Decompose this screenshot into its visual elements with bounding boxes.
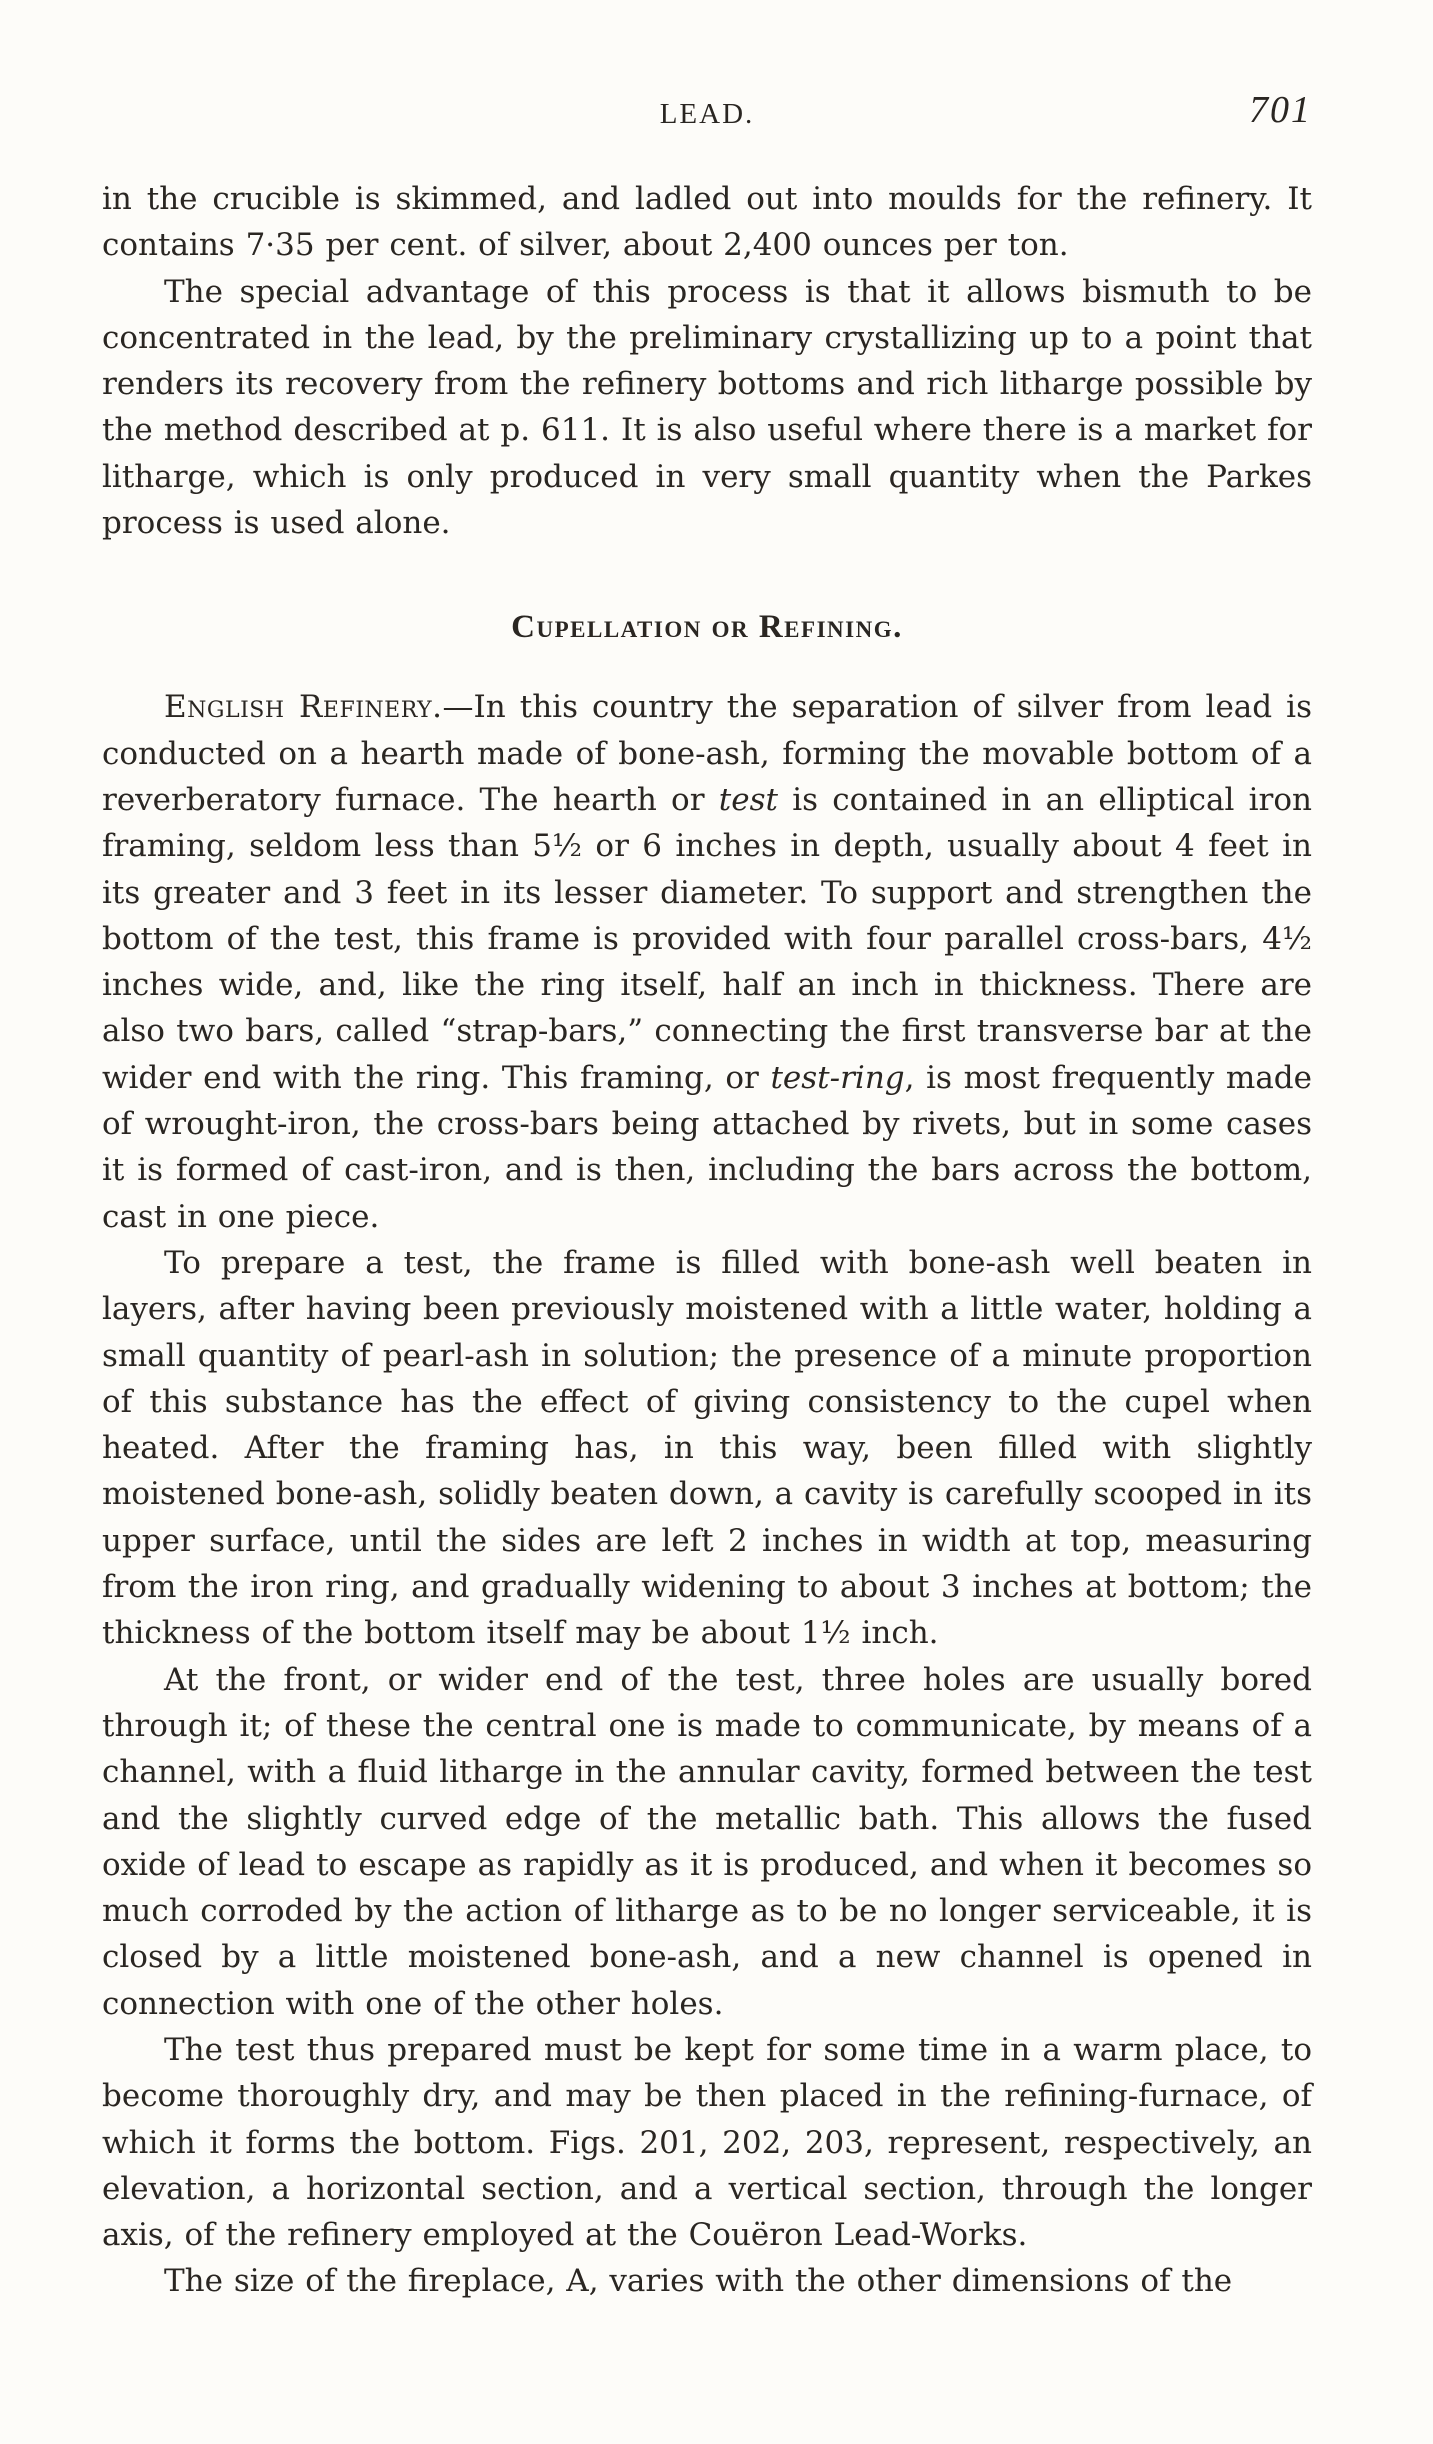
paragraph-text: is contained in an elliptical iron framing, seldom less than 5½ or 6 inches in depth, usually about 4 feet in its greater and 3 feet in its lesser diameter. To support and strengthen the bottom of the test, this frame is provided with four parallel cross-bars, 4½ inches wide, and, like the ring itself, half an inch in thickness. There are also two bars, called “strap-bars,” connecting the first transverse bar at the wider end with the ring. This framing, or (102, 781, 1312, 1096)
running-head (102, 89, 1312, 136)
paragraph-english-refinery (102, 684, 1312, 1240)
running-title: LEAD. (659, 98, 755, 130)
paragraph-text: —In this country the separation of silver from lead is conducted on a hearth made of bone-ash, forming the movable bottom of a reverberatory furnace. The hearth or (102, 689, 1312, 818)
paragraph-test-drying: The test thus prepared must be kept for some time in a warm place, to become thoroughly dry, and may be then placed in the refining-furnace, of which it forms the bottom. Figs. 201, 202, 203, represent, respectively, an elevation, a horizontal section, and a vertical section, through the longer axis, of the refinery employed at the Couëron Lead-Works. (102, 2031, 1312, 2254)
paragraph-text: , is most frequently made of wrought-iron, the cross-bars being attached by rivets, but in some cases it is formed of cast-iron, and is then, including the bars across the bottom, cast in one piece. (102, 1059, 1313, 1235)
section-heading: Cupellation or Refining. (511, 609, 903, 646)
emphasis-term: test (718, 781, 778, 818)
paragraph-prepare-test: To prepare a test, the frame is filled with bone-ash well beaten in layers, after having been previously moistened with a little water, holding a small quantity of pearl-ash in solution; the presence of a minute proportion of this substance has the effect of giving consistency to the cupel when heated. After the framing has, in this way, been filled with slightly moistened bone-ash, solidly beaten down, a cavity is carefully scooped in its upper surface, until the sides are left 2 inches in width at top, measuring from the iron ring, and gradually widening to about 3 inches at bottom; the thickness of the bottom itself may be about 1½ inch. (102, 1244, 1312, 1652)
emphasis-term: test-ring (770, 1059, 905, 1096)
text-block (102, 176, 1312, 2305)
page-number: 701 (1249, 89, 1312, 131)
paragraph-fireplace: The size of the fireplace, A, varies with the other dimensions of the (164, 2263, 1233, 2300)
paragraph-bismuth-advantage: The special advantage of this process is that it allows bismuth to be concentrated in the lead, by the preliminary crystallizing up to a point that renders its recovery from the refinery bottoms and rich litharge possible by the method described at p. 611. It is also useful where there is a market for litharge, which is only produced in very small quantity when the Parkes process is used alone. (102, 273, 1312, 542)
paragraph-continuation: in the crucible is skimmed, and ladled out into moulds for the refinery. It contains 7·35 per cent. of silver, about 2,400 ounces per ton. (102, 181, 1312, 264)
run-in-heading: English Refinery. (164, 689, 443, 726)
paragraph-holes: At the front, or wider end of the test, three holes are usually bored through it; of these the central one is made to communicate, by means of a channel, with a fluid litharge in the annular cavity, formed between the test and the slightly curved edge of the metallic bath. This allows the fused oxide of lead to escape as rapidly as it is produced, and when it becomes so much corroded by the action of litharge as to be no longer serviceable, it is closed by a little moistened bone-ash, and a new channel is opened in connection with one of the other holes. (102, 1661, 1312, 2022)
